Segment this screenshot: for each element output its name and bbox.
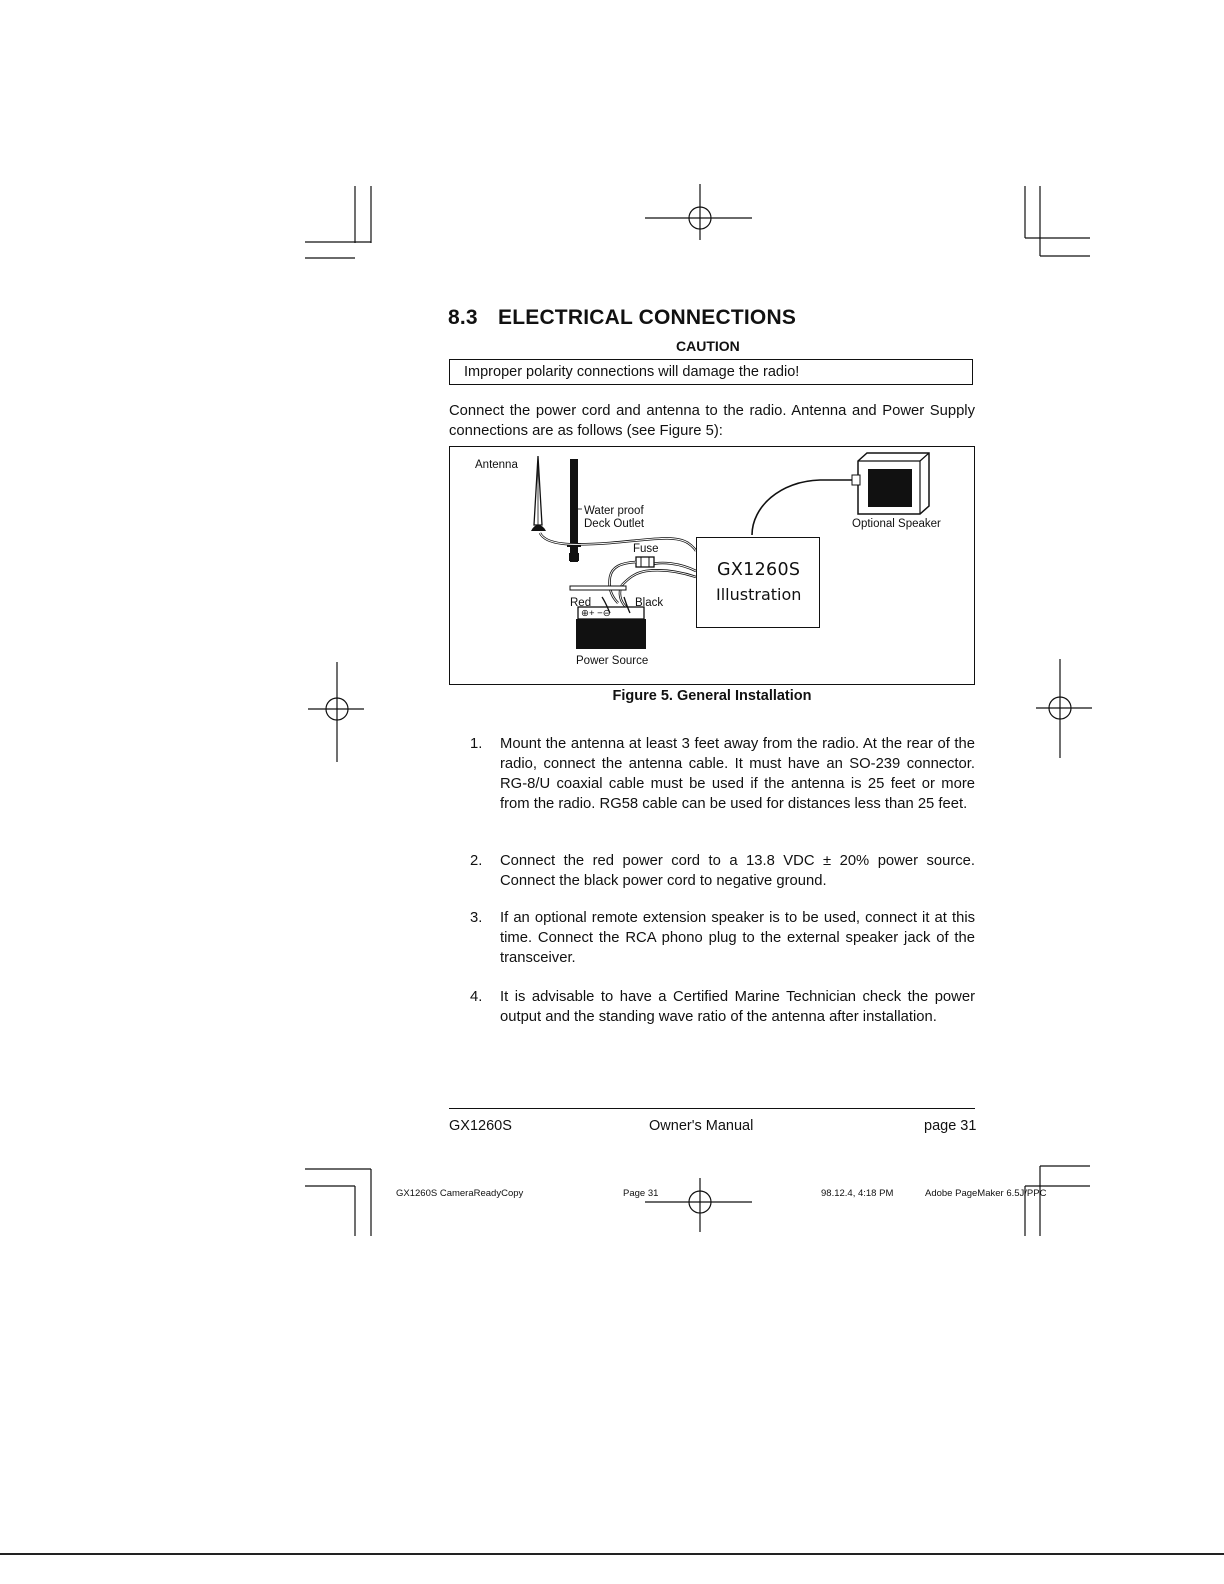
slug-timestamp: 98.12.4, 4:18 PM: [821, 1188, 894, 1199]
list-item-text: Connect the red power cord to a 13.8 VDC ± 20% power source. Connect the black power cord to negative ground.: [500, 853, 975, 889]
deck-outlet-label-line2: Deck Outlet: [584, 518, 645, 530]
footer-model: GX1260S: [449, 1118, 512, 1134]
fuse-label: Fuse: [633, 543, 659, 555]
slug-application: Adobe PageMaker 6.5J/PPC: [925, 1188, 1047, 1199]
list-item: [470, 734, 975, 814]
list-item-text: It is advisable to have a Certified Marine Technician check the power output and the standing wave ratio of the antenna after installation.: [500, 989, 975, 1025]
slug-page: Page 31: [623, 1188, 659, 1199]
list-item-number: 3.: [470, 910, 483, 926]
radio-unit-box: [696, 537, 820, 628]
radio-illustration-label: Illustration: [716, 585, 802, 604]
list-item: [470, 908, 975, 968]
black-cable-label: Black: [635, 597, 664, 609]
radio-model-label: GX1260S: [717, 560, 801, 580]
list-item: [470, 851, 975, 891]
speaker-icon: [852, 453, 929, 514]
list-item-text: If an optional remote extension speaker is to be used, connect it at this time. Connect the RCA phono plug to the external speaker jack of the transceiver.: [500, 910, 975, 966]
list-item-number: 1.: [470, 736, 483, 752]
speaker-label: Optional Speaker: [852, 518, 941, 530]
list-item-number: 2.: [470, 853, 483, 869]
section-title: [448, 306, 796, 330]
battery-terminals-label: ⊕+ −⊖: [581, 608, 611, 619]
footer-page-number: page 31: [924, 1118, 977, 1134]
section-number: 8.3: [448, 306, 478, 329]
section-heading: ELECTRICAL CONNECTIONS: [498, 306, 797, 329]
list-item-text: Mount the antenna at least 3 feet away from the radio. At the rear of the radio, connect the antenna cable. It must have an SO-239 connector. RG-8/U coaxial cable must be used if the antenna is 25 feet or more from the radio. RG58 cable can be used for distances less than 25 feet.: [500, 736, 975, 812]
list-item: [470, 987, 975, 1027]
figure-caption: Figure 5. General Installation: [612, 688, 812, 704]
deck-outlet-label-line1: Water proof: [584, 505, 644, 517]
caution-text: Improper polarity connections will damage the radio!: [464, 364, 800, 380]
list-item-number: 4.: [470, 989, 483, 1005]
power-source-label: Power Source: [576, 655, 649, 667]
footer-title: Owner's Manual: [649, 1118, 754, 1134]
deck-outlet-label: [584, 505, 644, 531]
caution-box: [449, 359, 973, 385]
red-cable-label: Red: [570, 597, 592, 609]
antenna-label: Antenna: [475, 459, 518, 471]
slug-filename: GX1260S CameraReadyCopy: [396, 1188, 524, 1199]
scan-edge-line: [0, 1553, 1224, 1555]
installation-figure: [449, 446, 975, 685]
footer-divider: [449, 1108, 975, 1109]
antenna-mount: [531, 525, 546, 531]
intro-paragraph: Connect the power cord and antenna to the radio. Antenna and Power Supply connections are as follows (see Figure 5):: [449, 403, 975, 439]
fuse-icon: [636, 557, 654, 567]
caution-heading: CAUTION: [676, 338, 740, 354]
